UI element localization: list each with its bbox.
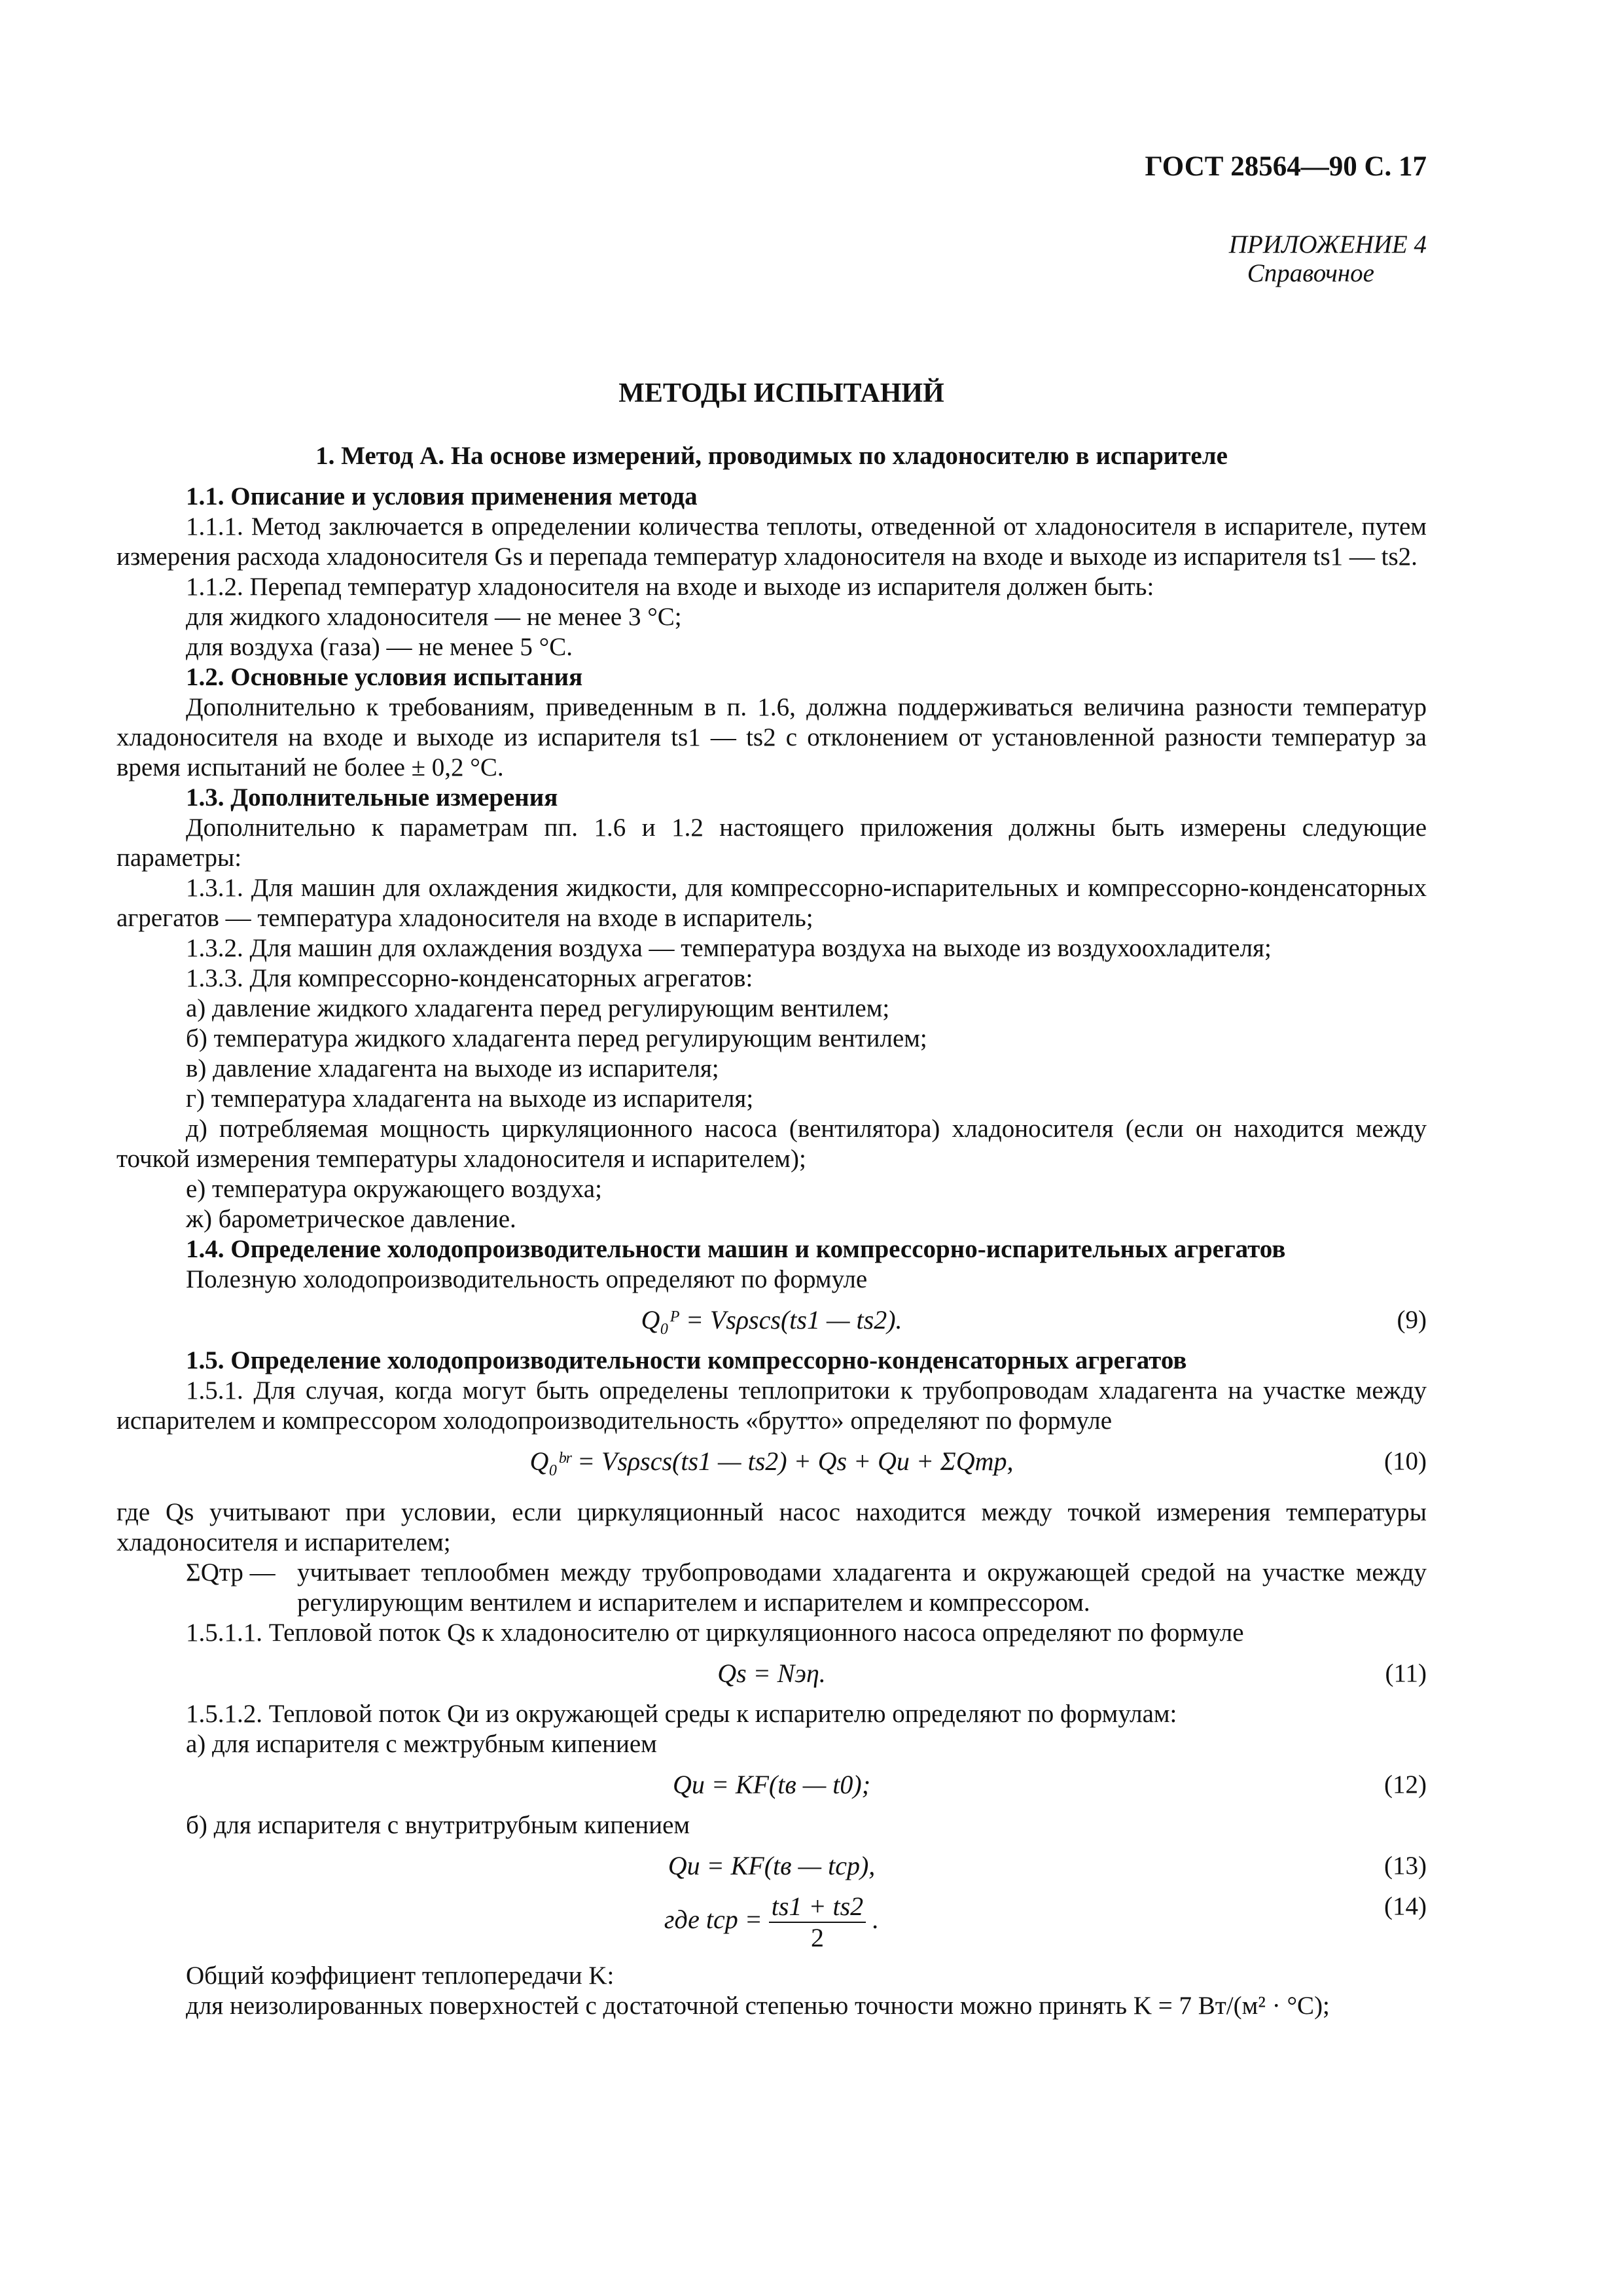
formula-13-expression: Qи = KF(tв — tср), bbox=[668, 1851, 876, 1880]
paragraph-1-1-1: 1.1.1. Метод заключается в определении количества теплоты, отведенной от хладоносителя в испарителе, путем измерения расхода хладоносителя Gs и перепада температур хладоносителя на входе и выходе из испарителя ts1 — ts2. bbox=[116, 512, 1427, 571]
formula-13-number: (13) bbox=[1384, 1852, 1427, 1880]
page-header: ГОСТ 28564—90 С. 17 bbox=[1145, 151, 1427, 182]
paragraph-1-5-1: 1.5.1. Для случая, когда могут быть определены теплопритоки к трубопроводам хладагента на участке между испарителем и компрессором холодопроизводительность «брутто» определяют по формуле bbox=[116, 1376, 1427, 1435]
definition-sum-q bbox=[116, 1558, 1427, 1618]
paragraph-k-text: для неизолированных поверхностей с достаточной степенью точности можно принять K = 7 Вт/(м² · °С); bbox=[186, 1992, 1330, 2020]
formula-14-prefix: где tср = bbox=[664, 1905, 762, 1935]
appendix-type: Справочное bbox=[1247, 259, 1374, 287]
formula-10-expression: Q₀ᵇʳ = Vsρscs(ts1 — ts2) + Qs + Qи + ΣQтр, bbox=[529, 1446, 1014, 1476]
formula-11 bbox=[116, 1659, 1427, 1699]
page-content bbox=[116, 378, 1427, 2021]
paragraph-1-3-3: 1.3.3. Для компрессорно-конденсаторных агрегатов: bbox=[186, 964, 753, 992]
list-item-d: д) потребляемая мощность циркуляционного насоса (вентилятора) хладоносителя (если он находится между точкой измерения температуры хладоносителя и испарителем); bbox=[116, 1115, 1427, 1173]
formula-14-fraction bbox=[769, 1892, 866, 1953]
definition-text: учитывает теплообмен между трубопроводами хладагента и окружающей средой на участке между регулирующим вентилем и испарителем и испарителем и компрессором. bbox=[297, 1558, 1427, 1617]
paragraph-1-5-1-2: 1.5.1.2. Тепловой поток Qи из окружающей среды к испарителю определяют по формулам: bbox=[186, 1700, 1177, 1728]
definition-term: ΣQтр — bbox=[186, 1558, 276, 1587]
formula-12 bbox=[116, 1770, 1427, 1810]
paragraph-1-1-2-b: для воздуха (газа) — не менее 5 °С. bbox=[186, 633, 573, 661]
appendix-number: ПРИЛОЖЕНИЕ 4 bbox=[1228, 230, 1427, 259]
formula-10-number: (10) bbox=[1384, 1447, 1427, 1475]
section-1-2-title: 1.2. Основные условия испытания bbox=[186, 663, 583, 691]
formula-12-number: (12) bbox=[1384, 1770, 1427, 1799]
item-b-intube: б) для испарителя с внутритрубным кипением bbox=[186, 1811, 690, 1839]
formula-9-expression: Q₀ᴾ = Vsρscs(ts1 — ts2). bbox=[641, 1305, 902, 1335]
section-1-1-title: 1.1. Описание и условия применения метода bbox=[186, 482, 698, 511]
formula-9-number: (9) bbox=[1397, 1306, 1427, 1334]
paragraph-1-2: Дополнительно к требованиям, приведенным в п. 1.6, должна поддерживаться величина разности температур хладоносителя на входе и выходе из испарителя ts1 — ts2 с отклонением от установленной разности температур за время испытаний не более ± 0,2 °С. bbox=[116, 693, 1427, 781]
paragraph-1-5-1-1: 1.5.1.1. Тепловой поток Qs к хладоносителю от циркуляционного насоса определяют по формуле bbox=[186, 1619, 1244, 1647]
appendix-label bbox=[1229, 230, 1427, 288]
paragraph-1-1-2-a: для жидкого хладоносителя — не менее 3 °С; bbox=[186, 603, 682, 631]
formula-14-number: (14) bbox=[1384, 1892, 1427, 1920]
item-a-intertube: а) для испарителя с межтрубным кипением bbox=[186, 1730, 657, 1758]
paragraph-1-3-2: 1.3.2. Для машин для охлаждения воздуха — температура воздуха на выходе из воздухоохладителя; bbox=[186, 934, 1272, 962]
list-item-zh: ж) барометрическое давление. bbox=[186, 1205, 516, 1233]
section-1-3-title: 1.3. Дополнительные измерения bbox=[186, 783, 558, 812]
paragraph-1-3: Дополнительно к параметрам пп. 1.6 и 1.2 настоящего приложения должны быть измерены следующие параметры: bbox=[116, 814, 1427, 872]
formula-11-number: (11) bbox=[1385, 1659, 1427, 1687]
formula-12-expression: Qи = KF(tв — t0); bbox=[672, 1770, 871, 1799]
formula-14-denominator: 2 bbox=[810, 1923, 824, 1952]
section-1-title: 1. Метод А. На основе измерений, проводимых по хладоносителю в испарителе bbox=[315, 442, 1228, 470]
paragraph-1-1-2: 1.1.2. Перепад температур хладоносителя на входе и выходе из испарителя должен быть: bbox=[186, 573, 1154, 601]
paragraph-1-4: Полезную холодопроизводительность определяют по формуле bbox=[186, 1265, 868, 1293]
formula-14-numerator: ts1 + ts2 bbox=[769, 1892, 866, 1923]
paragraph-where-qs: где Qs учитывают при условии, если циркуляционный насос находится между точкой измерения температуры хладоносителя и испарителем; bbox=[116, 1498, 1427, 1556]
paragraph-1-3-1: 1.3.1. Для машин для охлаждения жидкости, для компрессорно-испарительных и компрессорно-конденсаторных агрегатов — температура хладоносителя на входе в испаритель; bbox=[116, 874, 1427, 932]
list-item-v: в) давление хладагента на выходе из испарителя; bbox=[186, 1054, 719, 1083]
formula-10 bbox=[116, 1446, 1427, 1487]
document-title: МЕТОДЫ ИСПЫТАНИЙ bbox=[618, 378, 944, 408]
formula-14-suffix: . bbox=[872, 1905, 880, 1935]
list-item-g: г) температура хладагента на выходе из испарителя; bbox=[186, 1085, 754, 1113]
formula-11-expression: Qs = Nэη. bbox=[717, 1659, 826, 1688]
formula-9 bbox=[116, 1305, 1427, 1346]
list-item-e: е) температура окружающего воздуха; bbox=[186, 1175, 602, 1203]
paragraph-k-title: Общий коэффициент теплопередачи K: bbox=[186, 1962, 615, 1990]
section-1-4-title: 1.4. Определение холодопроизводительности машин и компрессорно-испарительных агрегатов bbox=[186, 1235, 1286, 1263]
formula-13 bbox=[116, 1851, 1427, 1892]
formula-14-expression bbox=[664, 1892, 879, 1953]
list-item-b: б) температура жидкого хладагента перед регулирующим вентилем; bbox=[186, 1024, 927, 1052]
section-1-5-title: 1.5. Определение холодопроизводительности компрессорно-конденсаторных агрегатов bbox=[186, 1346, 1187, 1374]
formula-14 bbox=[116, 1892, 1427, 1952]
list-item-a: а) давление жидкого хладагента перед регулирующим вентилем; bbox=[186, 994, 890, 1022]
